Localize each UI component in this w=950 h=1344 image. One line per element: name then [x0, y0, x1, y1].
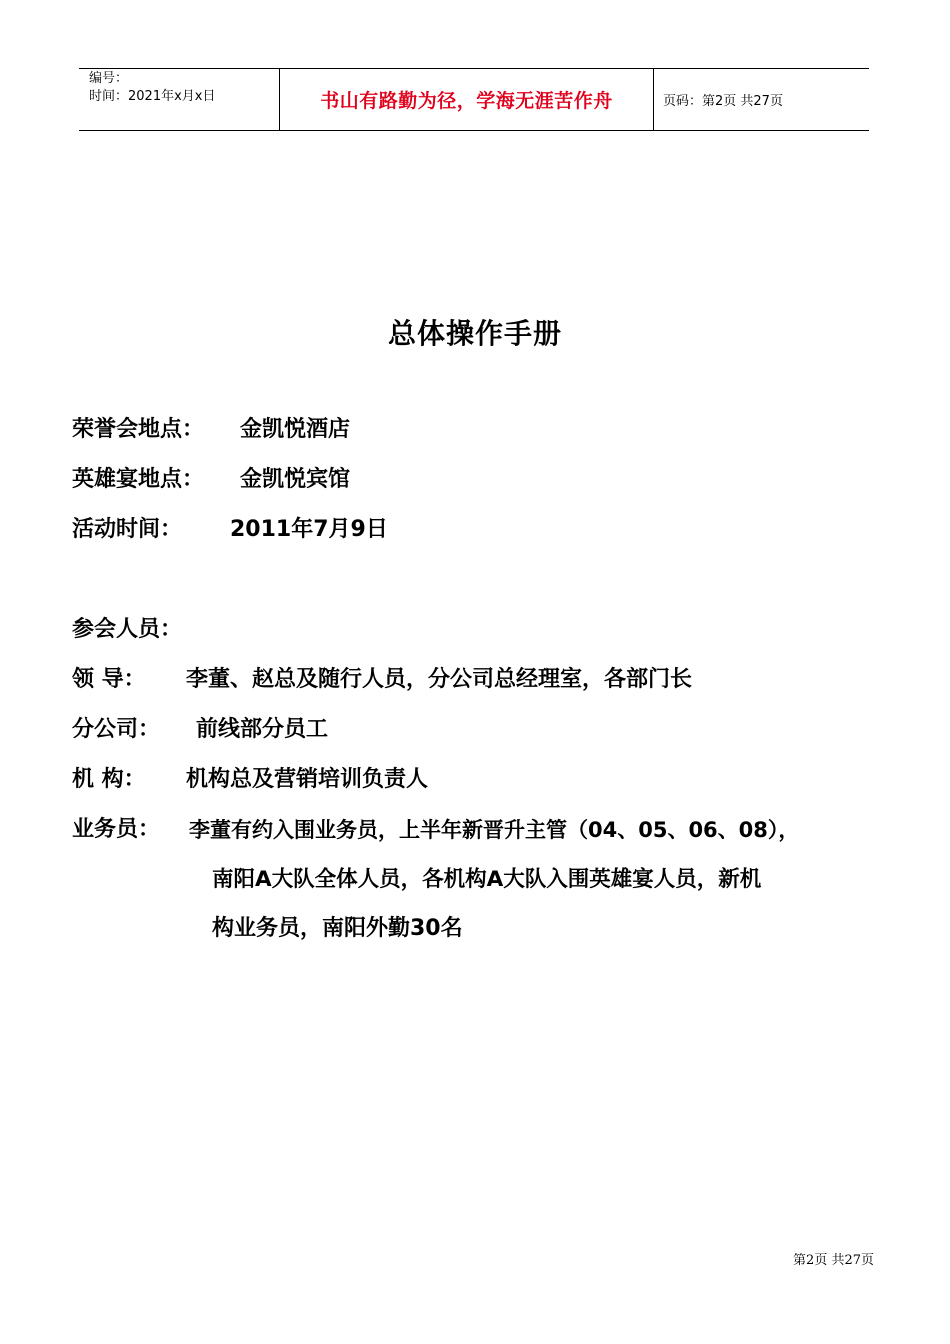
- honor-venue-label: 荣誉会地点：: [72, 417, 205, 442]
- hero-venue-label: 英雄宴地点：: [72, 467, 205, 492]
- doc-number-label: 编号：: [89, 71, 129, 86]
- event-time-value: 2011年7月9日: [230, 517, 388, 542]
- leaders-label: 领 导：: [72, 667, 146, 692]
- page-footer: 第2页 共27页: [793, 1253, 874, 1268]
- leaders-line: [72, 665, 693, 695]
- institution-label: 机 构：: [72, 767, 146, 792]
- header-motto-cell: [280, 69, 654, 130]
- salesmen-value-line3: 构业务员，南阳外勤30名: [212, 916, 463, 941]
- header-page-info: 页码：第2页 共27页: [663, 94, 783, 109]
- branch-value: 前线部分员工: [196, 717, 329, 742]
- header-page-cell: [654, 69, 869, 130]
- event-time-label: 活动时间：: [72, 517, 183, 542]
- honor-venue-value: 金凯悦酒店: [240, 417, 351, 442]
- salesmen-value-line2: 南阳A大队全体人员，各机构A大队入围英雄宴人员，新机: [212, 867, 762, 892]
- leaders-value: 李董、赵总及随行人员，分公司总经理室，各部门长: [186, 667, 693, 692]
- institution-value: 机构总及营销培训负责人: [186, 767, 429, 792]
- page-header: [79, 68, 869, 131]
- institution-line: [72, 765, 429, 795]
- branch-line: [72, 715, 329, 745]
- event-time-line: [72, 515, 388, 545]
- honor-venue-line: [72, 415, 351, 445]
- salesmen-label: 业务员：: [72, 817, 161, 842]
- branch-label: 分公司：: [72, 717, 161, 742]
- header-motto: 书山有路勤为径，学海无涯苦作舟: [320, 90, 613, 112]
- document-title: 总体操作手册: [387, 317, 562, 350]
- header-meta-cell: [79, 69, 280, 130]
- salesmen-line: [72, 815, 800, 845]
- hero-venue-line: [72, 465, 351, 495]
- attendees-heading: 参会人员：: [72, 617, 183, 642]
- salesmen-value-line1: 李董有约入围业务员，上半年新晋升主管（04、05、06、08），: [189, 818, 800, 842]
- hero-venue-value: 金凯悦宾馆: [240, 467, 351, 492]
- doc-time-label: 时间：2021年x月x日: [89, 89, 216, 104]
